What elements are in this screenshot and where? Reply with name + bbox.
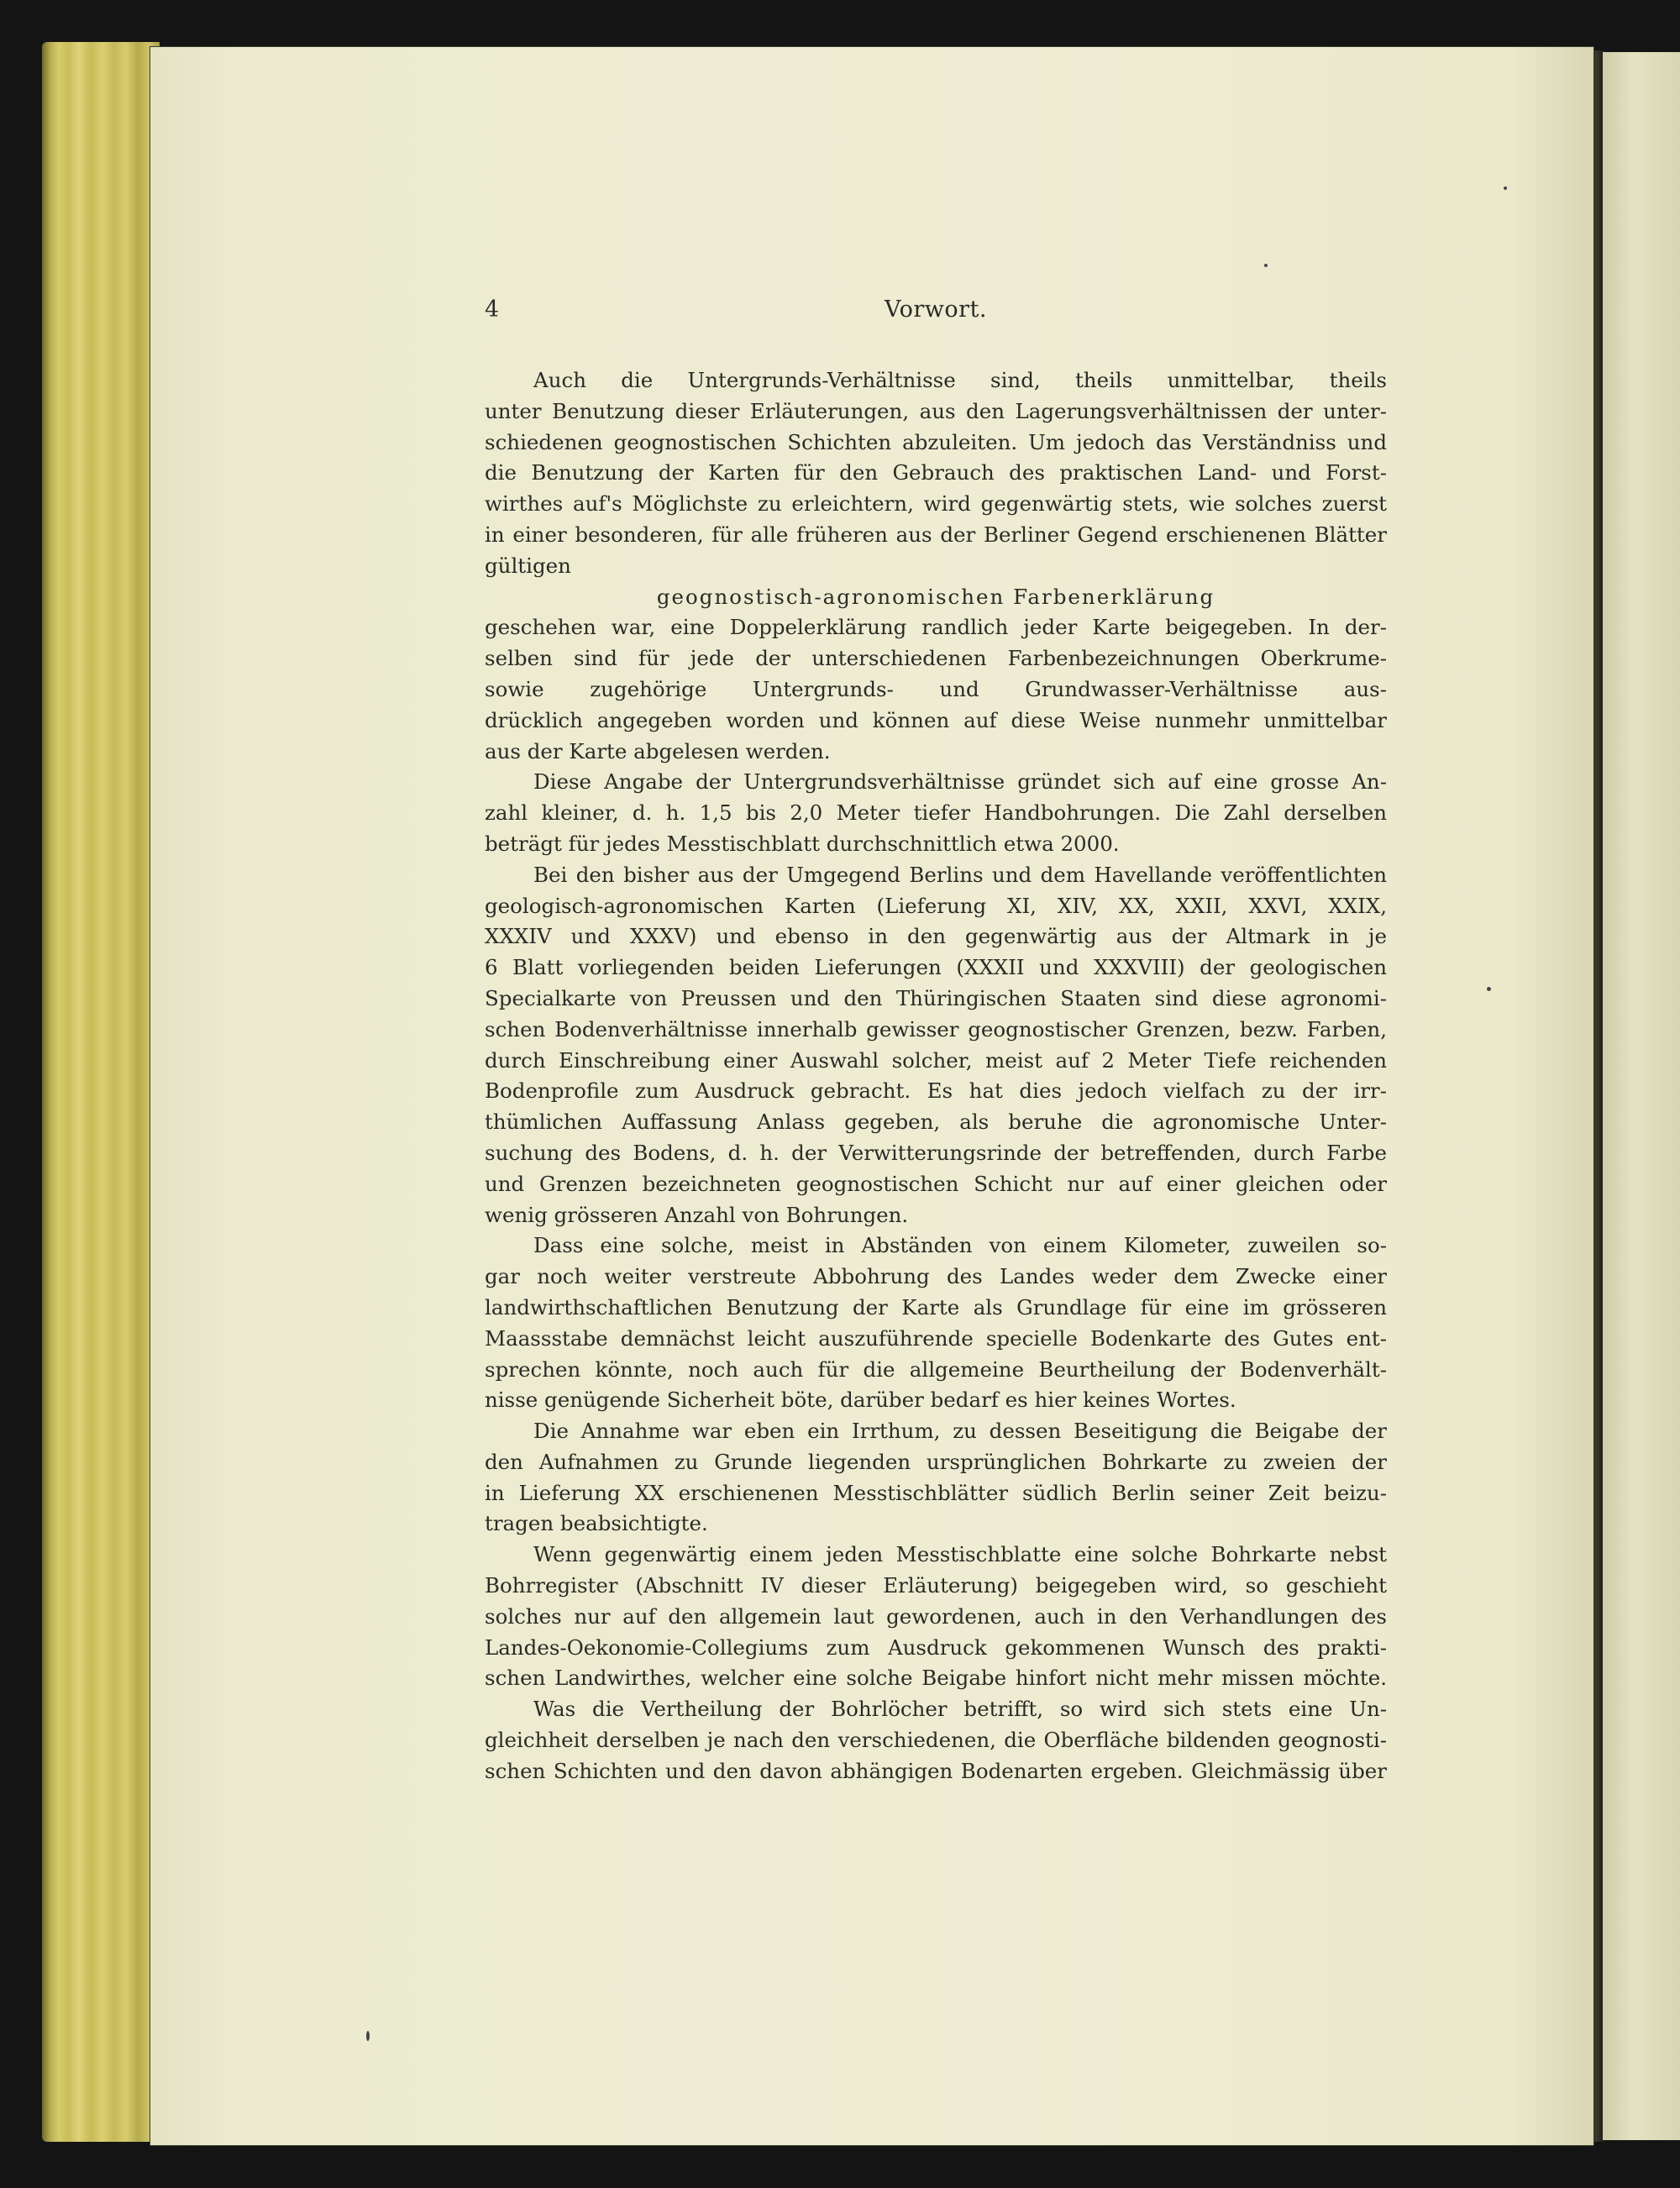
text-line: sowie zugehörige Untergrunds- und Grundwasser-Verhältnisse aus-	[485, 676, 1387, 701]
body-text	[485, 365, 1387, 1787]
text-line: Specialkarte von Preussen und den Thüringischen Staaten sind diese agronomi-	[485, 985, 1387, 1010]
text-line: XXXIV und XXXV) und ebenso in den gegenwärtig aus der Altmark in je	[485, 924, 1387, 949]
text-line: gültigen	[485, 553, 571, 578]
text-line: Diese Angabe der Untergrundsverhältnisse gründet sich auf eine grosse An-	[533, 769, 1387, 795]
text-line: durch Einschreibung einer Auswahl solcher, meist auf 2 Meter Tiefe reichenden	[485, 1047, 1387, 1073]
text-line: Die Annahme war eben ein Irrthum, zu dessen Beseitigung die Beigabe der	[533, 1419, 1387, 1444]
text-line: geschehen war, eine Doppelerklärung randlich jeder Karte beigegeben. In der-	[485, 615, 1387, 640]
text-line: Wenn gegenwärtig einem jeden Messtischblatte eine solche Bohrkarte nebst	[533, 1542, 1387, 1567]
page-number: 4	[485, 296, 500, 323]
running-title: Vorwort.	[885, 296, 987, 323]
text-line: Dass eine solche, meist in Abständen von einem Kilometer, zuweilen so-	[533, 1233, 1387, 1258]
text-line: Bodenprofile zum Ausdruck gebracht. Es hat dies jedoch vielfach zu der irr-	[485, 1078, 1387, 1104]
text-line: Bohrregister (Abschnitt IV dieser Erläuterung) beigegeben wird, so geschieht	[485, 1573, 1387, 1598]
text-line: aus der Karte abgelesen werden.	[485, 738, 831, 763]
text-line: den Aufnahmen zu Grunde liegenden ursprünglichen Bohrkarte zu zweien der	[485, 1449, 1387, 1474]
text-line: und Grenzen bezeichneten geognostischen Schicht nur auf einer gleichen oder	[485, 1171, 1387, 1196]
text-block	[485, 292, 1387, 1787]
text-line: sprechen könnte, noch auch für die allgemeine Beurtheilung der Bodenverhält-	[485, 1356, 1387, 1382]
text-line: selben sind für jede der unterschiedenen Farbenbezeichnungen Oberkrume-	[485, 646, 1387, 671]
text-line: landwirthschaftlichen Benutzung der Karte als Grundlage für eine im grösseren	[485, 1294, 1387, 1320]
text-line: tragen beabsichtigte.	[485, 1511, 708, 1536]
text-line: zahl kleiner, d. h. 1,5 bis 2,0 Meter tiefer Handbohrungen. Die Zahl derselben	[485, 800, 1387, 826]
text-line: die Benutzung der Karten für den Gebrauch des praktischen Land- und Forst-	[485, 460, 1387, 485]
text-line: gleichheit derselben je nach den verschiedenen, die Oberfläche bildenden geognosti-	[485, 1728, 1387, 1753]
text-line: suchung des Bodens, d. h. der Verwitterungsrinde der betreffenden, durch Farbe	[485, 1140, 1387, 1165]
text-line: Landes-Oekonomie-Collegiums zum Ausdruck gekommenen Wunsch des prakti-	[485, 1634, 1387, 1660]
text-line: Was die Vertheilung der Bohrlöcher betrifft, so wird sich stets eine Un-	[533, 1697, 1387, 1722]
text-line: Maassstabe demnächst leicht auszuführende specielle Bodenkarte des Gutes ent-	[485, 1325, 1387, 1351]
scan-speck	[366, 2031, 370, 2041]
text-line: wenig grösseren Anzahl von Bohrungen.	[485, 1202, 909, 1227]
text-line: thümlichen Auffassung Anlass gegeben, als beruhe die agronomische Unter-	[485, 1110, 1387, 1135]
text-line: schiedenen geognostischen Schichten abzuleiten. Um jedoch das Verständniss und	[485, 429, 1387, 454]
text-line: Bei den bisher aus der Umgegend Berlins und dem Havellande veröffentlichten	[533, 862, 1387, 887]
scan-speck	[1487, 987, 1491, 991]
page-edges	[42, 42, 160, 2142]
centered-heading: geognostisch-agronomischen Farbenerklärung	[656, 584, 1215, 609]
text-line: beträgt für jedes Messtischblatt durchschnittlich etwa 2000.	[485, 831, 1120, 856]
facing-page-edge	[1603, 52, 1680, 2140]
text-line: nisse genügende Sicherheit böte, darüber bedarf es hier keines Wortes.	[485, 1388, 1236, 1413]
text-line: geologisch-agronomischen Karten (Lieferung XI, XIV, XX, XXII, XXVI, XXIX,	[485, 893, 1387, 918]
scan-speck	[1504, 186, 1507, 190]
running-head	[485, 292, 1387, 328]
text-line: drücklich angegeben worden und können auf diese Weise nunmehr unmittelbar	[485, 707, 1387, 732]
text-line: unter Benutzung dieser Erläuterungen, aus den Lagerungsverhältnissen der unter-	[485, 398, 1387, 423]
text-line: Auch die Untergrunds-Verhältnisse sind, theils unmittelbar, theils	[533, 368, 1387, 392]
text-line: solches nur auf den allgemein laut gewordenen, auch in den Verhandlungen des	[485, 1603, 1387, 1629]
text-line: wirthes auf's Möglichste zu erleichtern, wird gegenwärtig stets, wie solches zuerst	[485, 491, 1387, 517]
text-line: schen Landwirthes, welcher eine solche Beigabe hinfort nicht mehr missen möchte.	[485, 1666, 1387, 1691]
text-line: gar noch weiter verstreute Abbohrung des Landes weder dem Zwecke einer	[485, 1264, 1387, 1289]
text-line: in einer besonderen, für alle früheren aus der Berliner Gegend erschienenen Blätter	[485, 522, 1387, 547]
text-line: schen Bodenverhältnisse innerhalb gewisser geognostischer Grenzen, bezw. Farben,	[485, 1016, 1387, 1042]
text-line: in Lieferung XX erschienenen Messtischblätter südlich Berlin seiner Zeit beizu-	[485, 1480, 1387, 1505]
scan-speck	[1264, 264, 1268, 267]
text-line: 6 Blatt vorliegenden beiden Lieferungen (XXXII und XXXVIII) der geologischen	[485, 955, 1387, 980]
text-line: schen Schichten und den davon abhängigen Bodenarten ergeben. Gleichmässig über	[485, 1758, 1387, 1783]
